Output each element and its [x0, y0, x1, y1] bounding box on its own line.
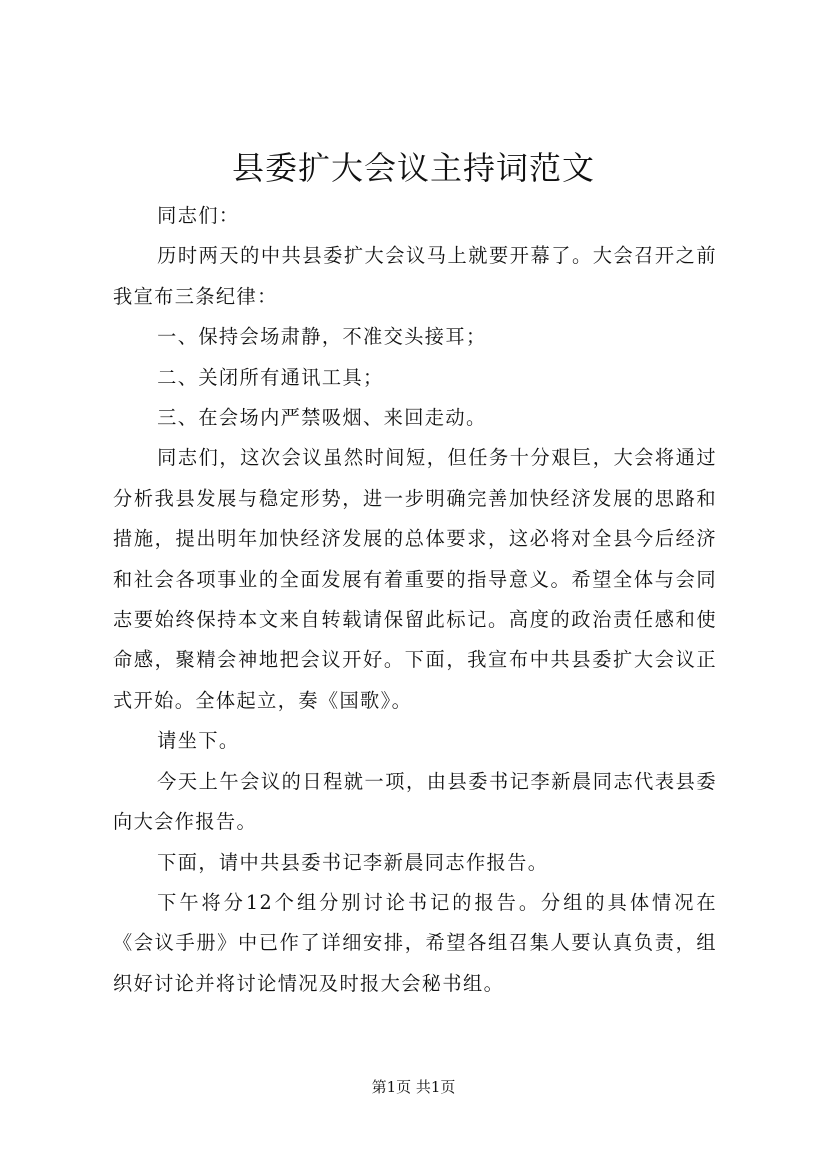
- paragraph-report-invite: 下面，请中共县委书记李新晨同志作报告。: [157, 850, 549, 874]
- paragraph-rule-2: 二、关闭所有通讯工具；: [157, 365, 384, 389]
- document-title: 县委扩大会议主持词范文: [231, 149, 595, 187]
- paragraph-morning-agenda: 今天上午会议的日程就一项，由县委书记李新晨同志代表县委向大会作报告。: [113, 769, 717, 834]
- paragraph-please-sit: 请坐下。: [157, 729, 240, 753]
- paragraph-greeting: 同志们：: [157, 204, 240, 227]
- paragraph-main: 同志们，这次会议虽然时间短，但任务十分艰巨，大会将通过分析我县发展与稳定形势，进一步明确完善加快经济发展的思路和措施，提出明年加快经济发展的总体要求，这必将对全县今后经济和社会各项事业的全面发展有着重要的指导意义。希望全体与会同志要始终保持本文来自转载请保留此标记。高度的政治责任感和使命感，聚精会神地把会议开好。下面，我宣布中共县委扩大会议正式开始。全体起立，奏《国歌》。: [113, 446, 717, 712]
- paragraph-intro: 历时两天的中共县委扩大会议马上就要开幕了。大会召开之前我宣布三条纪律：: [113, 244, 717, 308]
- paragraph-rule-3: 三、在会场内严禁吸烟、来回走动。: [157, 406, 487, 430]
- paragraph-rule-1: 一、保持会场肃静，不准交头接耳；: [157, 325, 487, 349]
- page-footer: 第1页 共1页: [371, 1078, 456, 1096]
- document-body: [113, 196, 717, 1004]
- paragraph-afternoon-groups: 下午将分12个组分别讨论书记的报告。分组的具体情况在《会议手册》中已作了详细安排，希望各组召集人要认真负责，组织好讨论并将讨论情况及时报大会秘书组。: [113, 890, 717, 995]
